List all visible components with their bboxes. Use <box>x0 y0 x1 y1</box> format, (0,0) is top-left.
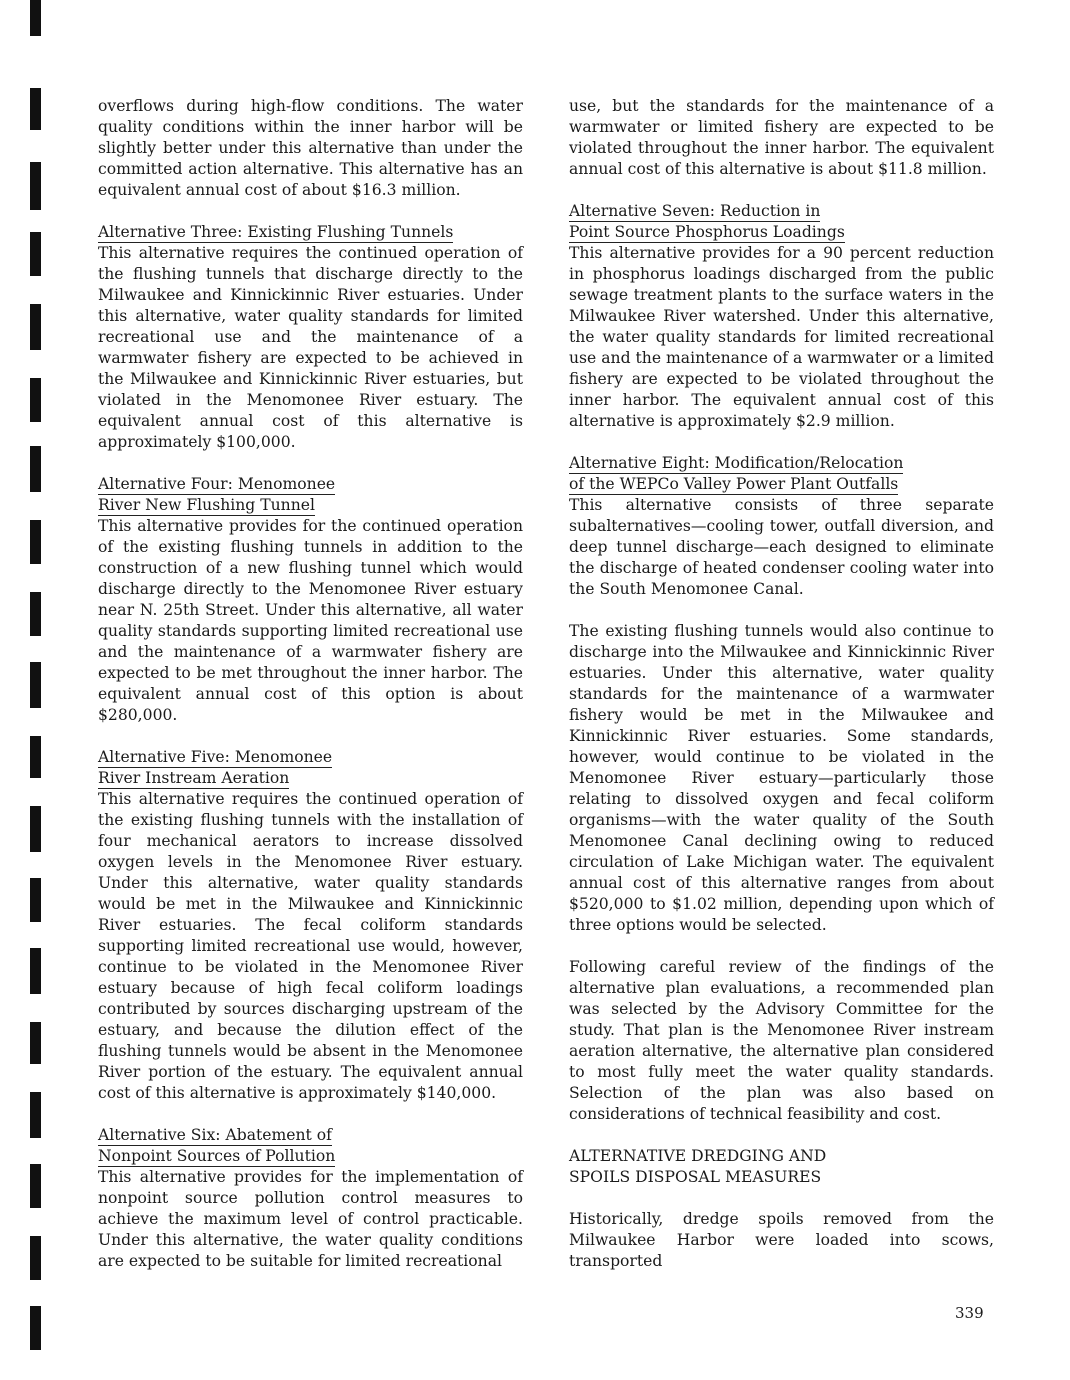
flushing-tunnels-paragraph: The existing flushing tunnels would also continue to discharge into the Milwaukee and Kinnickinnic River estuaries. Under this alternative, water quality standards for the maintenance of a warmwater fishery would be met in the Milwaukee and Kinnickinnic River estuaries. Some standards, however, would continue to be violated in the Menomonee River estuary—particularly those relating to dissolved oxygen and fecal coliform organisms—with the water quality of the South Menomonee Canal declining owing to reduced circulation of Lake Michigan water. The equivalent annual cost of this alternative ranges from about $520,000 to $1.02 million, depending upon which of three options would be selected. <box>569 622 994 934</box>
continued-paragraph: use, but the standards for the maintenance of a warmwater or limited fishery are expected to be violated throughout the inner harbor. The equivalent annual cost of this alternative is about $11.8 million. <box>569 97 994 178</box>
binding-mark <box>30 520 41 564</box>
alt5-heading-line1: Alternative Five: Menomonee <box>98 748 333 766</box>
intro-paragraph: overflows during high-flow conditions. The water quality conditions within the inner harbor will be slightly better under this alternative than under the committed action alternative. This alternative has an equivalent annual cost of about $16.3 million. <box>98 97 523 199</box>
binding-mark <box>30 378 41 422</box>
section-title-line2: SPOILS DISPOSAL MEASURES <box>569 1168 822 1186</box>
binding-mark <box>30 948 41 994</box>
section-title-line1: ALTERNATIVE DREDGING AND <box>569 1147 827 1165</box>
alt8-heading-line2: of the WEPCo Valley Power Plant Outfalls <box>569 475 899 493</box>
alt6-heading-line1: Alternative Six: Abatement of <box>98 1126 332 1144</box>
binding-marks <box>30 0 42 1380</box>
alt8-heading-line1: Alternative Eight: Modification/Relocation <box>569 454 904 472</box>
binding-mark <box>30 806 41 852</box>
left-column <box>98 96 523 1293</box>
binding-mark <box>30 878 41 922</box>
alt7-body: This alternative provides for a 90 percent reduction in phosphorus loadings discharged from the public sewage treatment plants to the surface waters in the Milwaukee River watershed. Under this alternative, the water quality standards for limited recreational use and the maintenance of a warmwater or a limited fishery are expected to be violated throughout the inner harbor. The equivalent annual cost of this alternative is approximately $2.9 million. <box>569 244 994 430</box>
binding-mark <box>30 232 41 276</box>
review-paragraph: Following careful review of the findings of the alternative plan evaluations, a recommended plan was selected by the Advisory Committee for the study. That plan is the Menomonee River instream aeration alternative, the alternative plan considered to most fully meet the water quality standards. Selection of the plan was also based on considerations of technical feasibility and cost. <box>569 958 994 1123</box>
binding-mark <box>30 88 41 130</box>
alt5-section <box>98 747 523 1104</box>
binding-mark <box>30 1092 41 1138</box>
alt7-heading-line1: Alternative Seven: Reduction in <box>569 202 821 220</box>
alt4-section <box>98 474 523 726</box>
alt4-body: This alternative provides for the continued operation of the existing flushing tunnels in addition to the construction of a new flushing tunnel which would discharge directly to the Menomonee River estuary near N. 25th Street. Under this alternative, all water quality standards supporting limited recreational use and the maintenance of a warmwater fishery are expected to be met throughout the inner harbor. The equivalent annual cost of this option is about $280,000. <box>98 517 523 724</box>
history-paragraph: Historically, dredge spoils removed from the Milwaukee Harbor were loaded into scows, transported <box>569 1210 994 1270</box>
alt6-heading-line2: Nonpoint Sources of Pollution <box>98 1147 336 1165</box>
alt8-section <box>569 453 994 600</box>
alt7-section <box>569 201 994 432</box>
binding-mark <box>30 1164 41 1208</box>
binding-mark <box>30 736 41 778</box>
alt7-heading-line2: Point Source Phosphorus Loadings <box>569 223 845 241</box>
binding-mark <box>30 662 41 708</box>
binding-mark <box>30 592 41 636</box>
binding-mark <box>30 0 41 36</box>
alt6-body: This alternative provides for the implementation of nonpoint source pollution control measures to achieve the maximum level of control practicable. Under this alternative, the water quality conditions are expected to be suitable for limited recreational <box>98 1168 523 1270</box>
binding-mark <box>30 1306 41 1350</box>
alt3-heading: Alternative Three: Existing Flushing Tunnels <box>98 223 454 241</box>
binding-mark <box>30 446 41 492</box>
page-number: 339 <box>955 1304 984 1322</box>
binding-mark <box>30 1236 41 1280</box>
right-column <box>569 96 994 1293</box>
binding-mark <box>30 304 41 350</box>
alt5-body: This alternative requires the continued operation of the existing flushing tunnels with the installation of four mechanical aerators to increase dissolved oxygen levels in the Menomonee River estuary. Under this alternative, water quality standards would be met in the Milwaukee and Kinnickinnic River estuaries. The fecal coliform standards supporting limited recreational use would, however, continue to be violated in the Menomonee River estuary because of high fecal coliform loadings contributed by sources discharging upstream of the estuary, and because the dilution effect of the flushing tunnels would be absent in the Menomonee River portion of the estuary. The equivalent annual cost of this alternative is approximately $140,000. <box>98 790 523 1102</box>
alt3-section <box>98 222 523 453</box>
alt4-heading-line1: Alternative Four: Menomonee <box>98 475 336 493</box>
alt6-section <box>98 1125 523 1272</box>
binding-mark <box>30 1022 41 1064</box>
alt8-body: This alternative consists of three separate subalternatives—cooling tower, outfall diversion, and deep tunnel discharge—each designed to eliminate the discharge of heated condenser cooling water into the South Menomonee Canal. <box>569 496 994 598</box>
alt5-heading-line2: River Instream Aeration <box>98 769 290 787</box>
alt3-body: This alternative requires the continued operation of the flushing tunnels that discharge directly to the Milwaukee and Kinnickinnic River estuaries. Under this alternative, water quality standards for limited recreational use and the maintenance of a warmwater fishery are expected to be achieved in the Milwaukee and Kinnickinnic River estuaries, but violated in the Menomonee River estuary. The equivalent annual cost of this alternative is approximately $100,000. <box>98 244 523 451</box>
binding-mark <box>30 162 41 210</box>
alt4-heading-line2: River New Flushing Tunnel <box>98 496 315 514</box>
section-title <box>569 1146 994 1188</box>
